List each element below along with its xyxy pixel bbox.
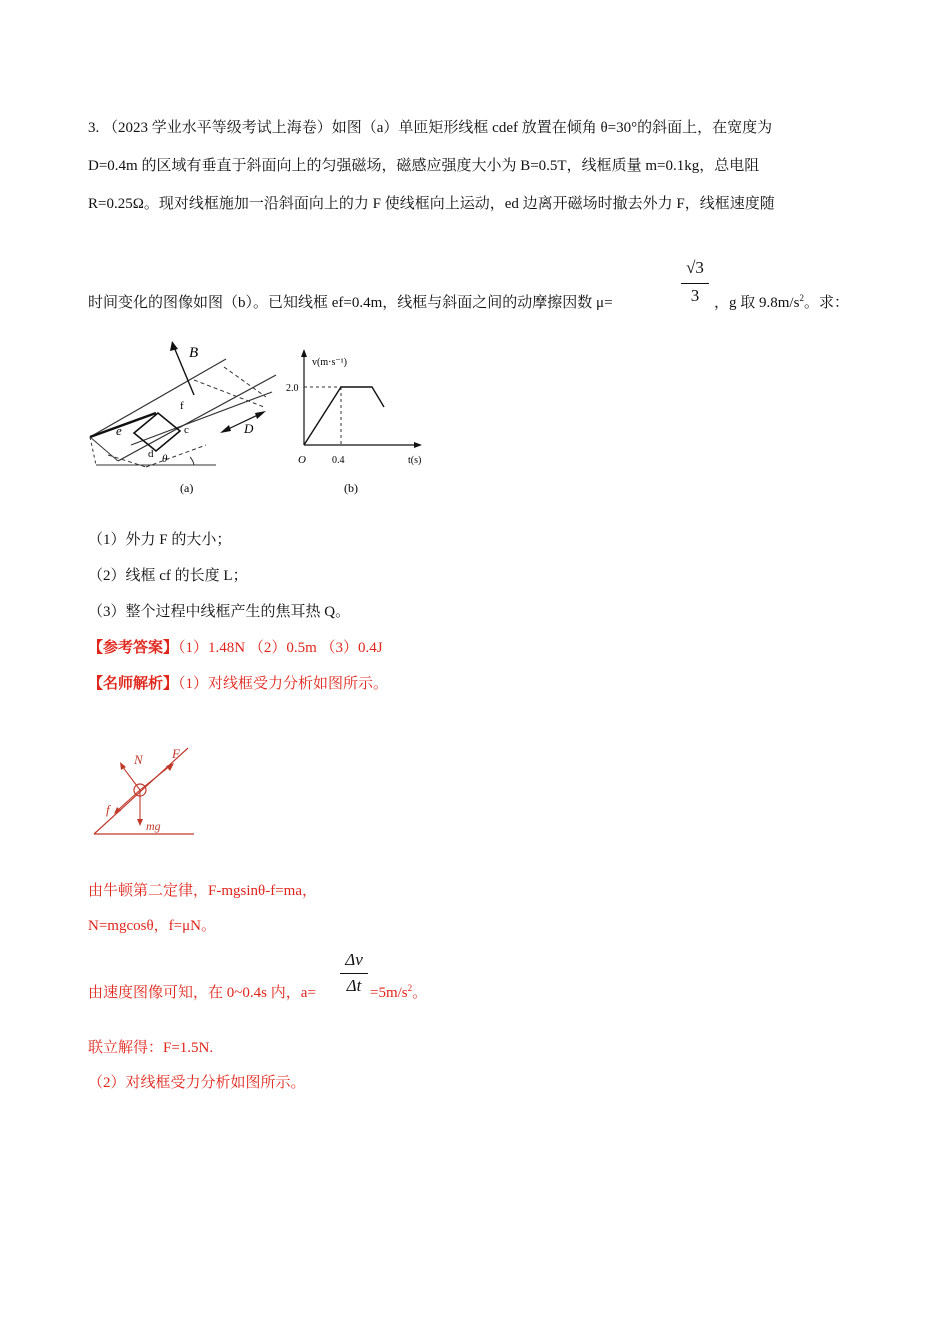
fig-a-label-d: d bbox=[148, 448, 154, 460]
fig-b-caption: (b) bbox=[344, 481, 358, 495]
analysis-line bbox=[88, 674, 388, 694]
mu-fraction-bar bbox=[681, 283, 709, 284]
problem-line-4-sup: 2 bbox=[799, 293, 804, 303]
analysis-text: （1）对线框受力分析如图所示。 bbox=[178, 676, 389, 692]
solution-line-3-c: 。 bbox=[412, 985, 428, 1001]
force-label-N: N bbox=[134, 752, 143, 767]
solution-line-3-b: =5m/s bbox=[370, 985, 408, 1001]
force-label-F: F bbox=[172, 746, 180, 761]
fig-a-label-D: D bbox=[244, 421, 254, 436]
force-label-f: f bbox=[106, 802, 110, 817]
fig-a-label-B: B bbox=[189, 345, 199, 361]
question-1: （1）外力 F 的大小； bbox=[88, 532, 232, 548]
fig-b-y-axis-label: v(m·s⁻¹) bbox=[312, 357, 347, 368]
solution-line-1: 由牛顿第二定律，F-mgsinθ-f=ma， bbox=[88, 883, 317, 899]
fig-b-x-axis-label: t(s) bbox=[408, 455, 422, 466]
fig-a-label-c: c bbox=[184, 424, 189, 436]
fig-b-origin: O bbox=[298, 454, 306, 466]
mu-denominator: 3 bbox=[690, 286, 700, 305]
analysis-tag: 【名师解析】 bbox=[88, 676, 179, 692]
problem-line-4-a: 时间变化的图像如图（b）。已知线框 ef=0.4m，线框与斜面之间的动摩擦因数 μ= bbox=[88, 295, 613, 311]
dv-dt-fraction-bar bbox=[340, 973, 368, 974]
answer-line bbox=[88, 638, 383, 658]
force-label-mg: mg bbox=[146, 819, 161, 833]
solution-line-3-a: 由速度图像可知，在 0~0.4s 内，a= bbox=[88, 985, 316, 1001]
problem-line-2: D=0.4m 的区域有垂直于斜面向上的匀强磁场，磁感应强度大小为 B=0.5T，线框质量 m=0.1kg，总电阻 bbox=[88, 158, 760, 174]
fig-a-caption: (a) bbox=[180, 481, 194, 495]
problem-line-4 bbox=[88, 293, 613, 313]
fig-a-label-theta: θ bbox=[162, 453, 168, 465]
fig-a-label-e: e bbox=[116, 423, 122, 438]
problem-line-1: 3. （2023 学业水平等级考试上海卷）如图（a）单匝矩形线框 cdef 放置在倾角 θ=30°的斜面上，在宽度为 bbox=[88, 120, 773, 136]
fig-b-y-tick: 2.0 bbox=[286, 383, 299, 394]
figure-a-incline bbox=[86, 335, 286, 500]
solution-line-5: （2）对线框受力分析如图所示。 bbox=[88, 1075, 306, 1091]
problem-line-4-rest bbox=[714, 293, 849, 313]
answer-text: （1）1.48N （2）0.5m （3）0.4J bbox=[178, 640, 383, 656]
solution-line-3-sup: 2 bbox=[407, 983, 413, 993]
solution-line-2: N=mgcosθ，f=μN。 bbox=[88, 918, 216, 934]
solution-line-3-rest bbox=[370, 983, 427, 1003]
problem-line-4-b: ，g 取 9.8m/s bbox=[714, 295, 800, 311]
question-2: （2）线框 cf 的长度 L； bbox=[88, 568, 248, 584]
problem-line-3: R=0.25Ω。现对线框施加一沿斜面向上的力 F 使线框向上运动，ed 边离开磁场时撤去外力 F，线框速度随 bbox=[88, 196, 775, 212]
problem-line-4-c: 。求： bbox=[803, 295, 849, 311]
figure-b-vt-graph bbox=[286, 345, 436, 500]
solution-line-4: 联立解得：F=1.5N. bbox=[88, 1040, 214, 1056]
dv-numerator: Δv bbox=[345, 950, 363, 969]
fig-a-label-f: f bbox=[180, 400, 184, 412]
force-diagram bbox=[90, 740, 200, 840]
dt-denominator: Δt bbox=[346, 976, 362, 995]
answer-tag: 【参考答案】 bbox=[88, 640, 179, 656]
question-3: （3）整个过程中线框产生的焦耳热 Q。 bbox=[88, 604, 351, 620]
mu-numerator: √3 bbox=[686, 258, 704, 277]
fig-b-x-tick: 0.4 bbox=[332, 455, 345, 466]
